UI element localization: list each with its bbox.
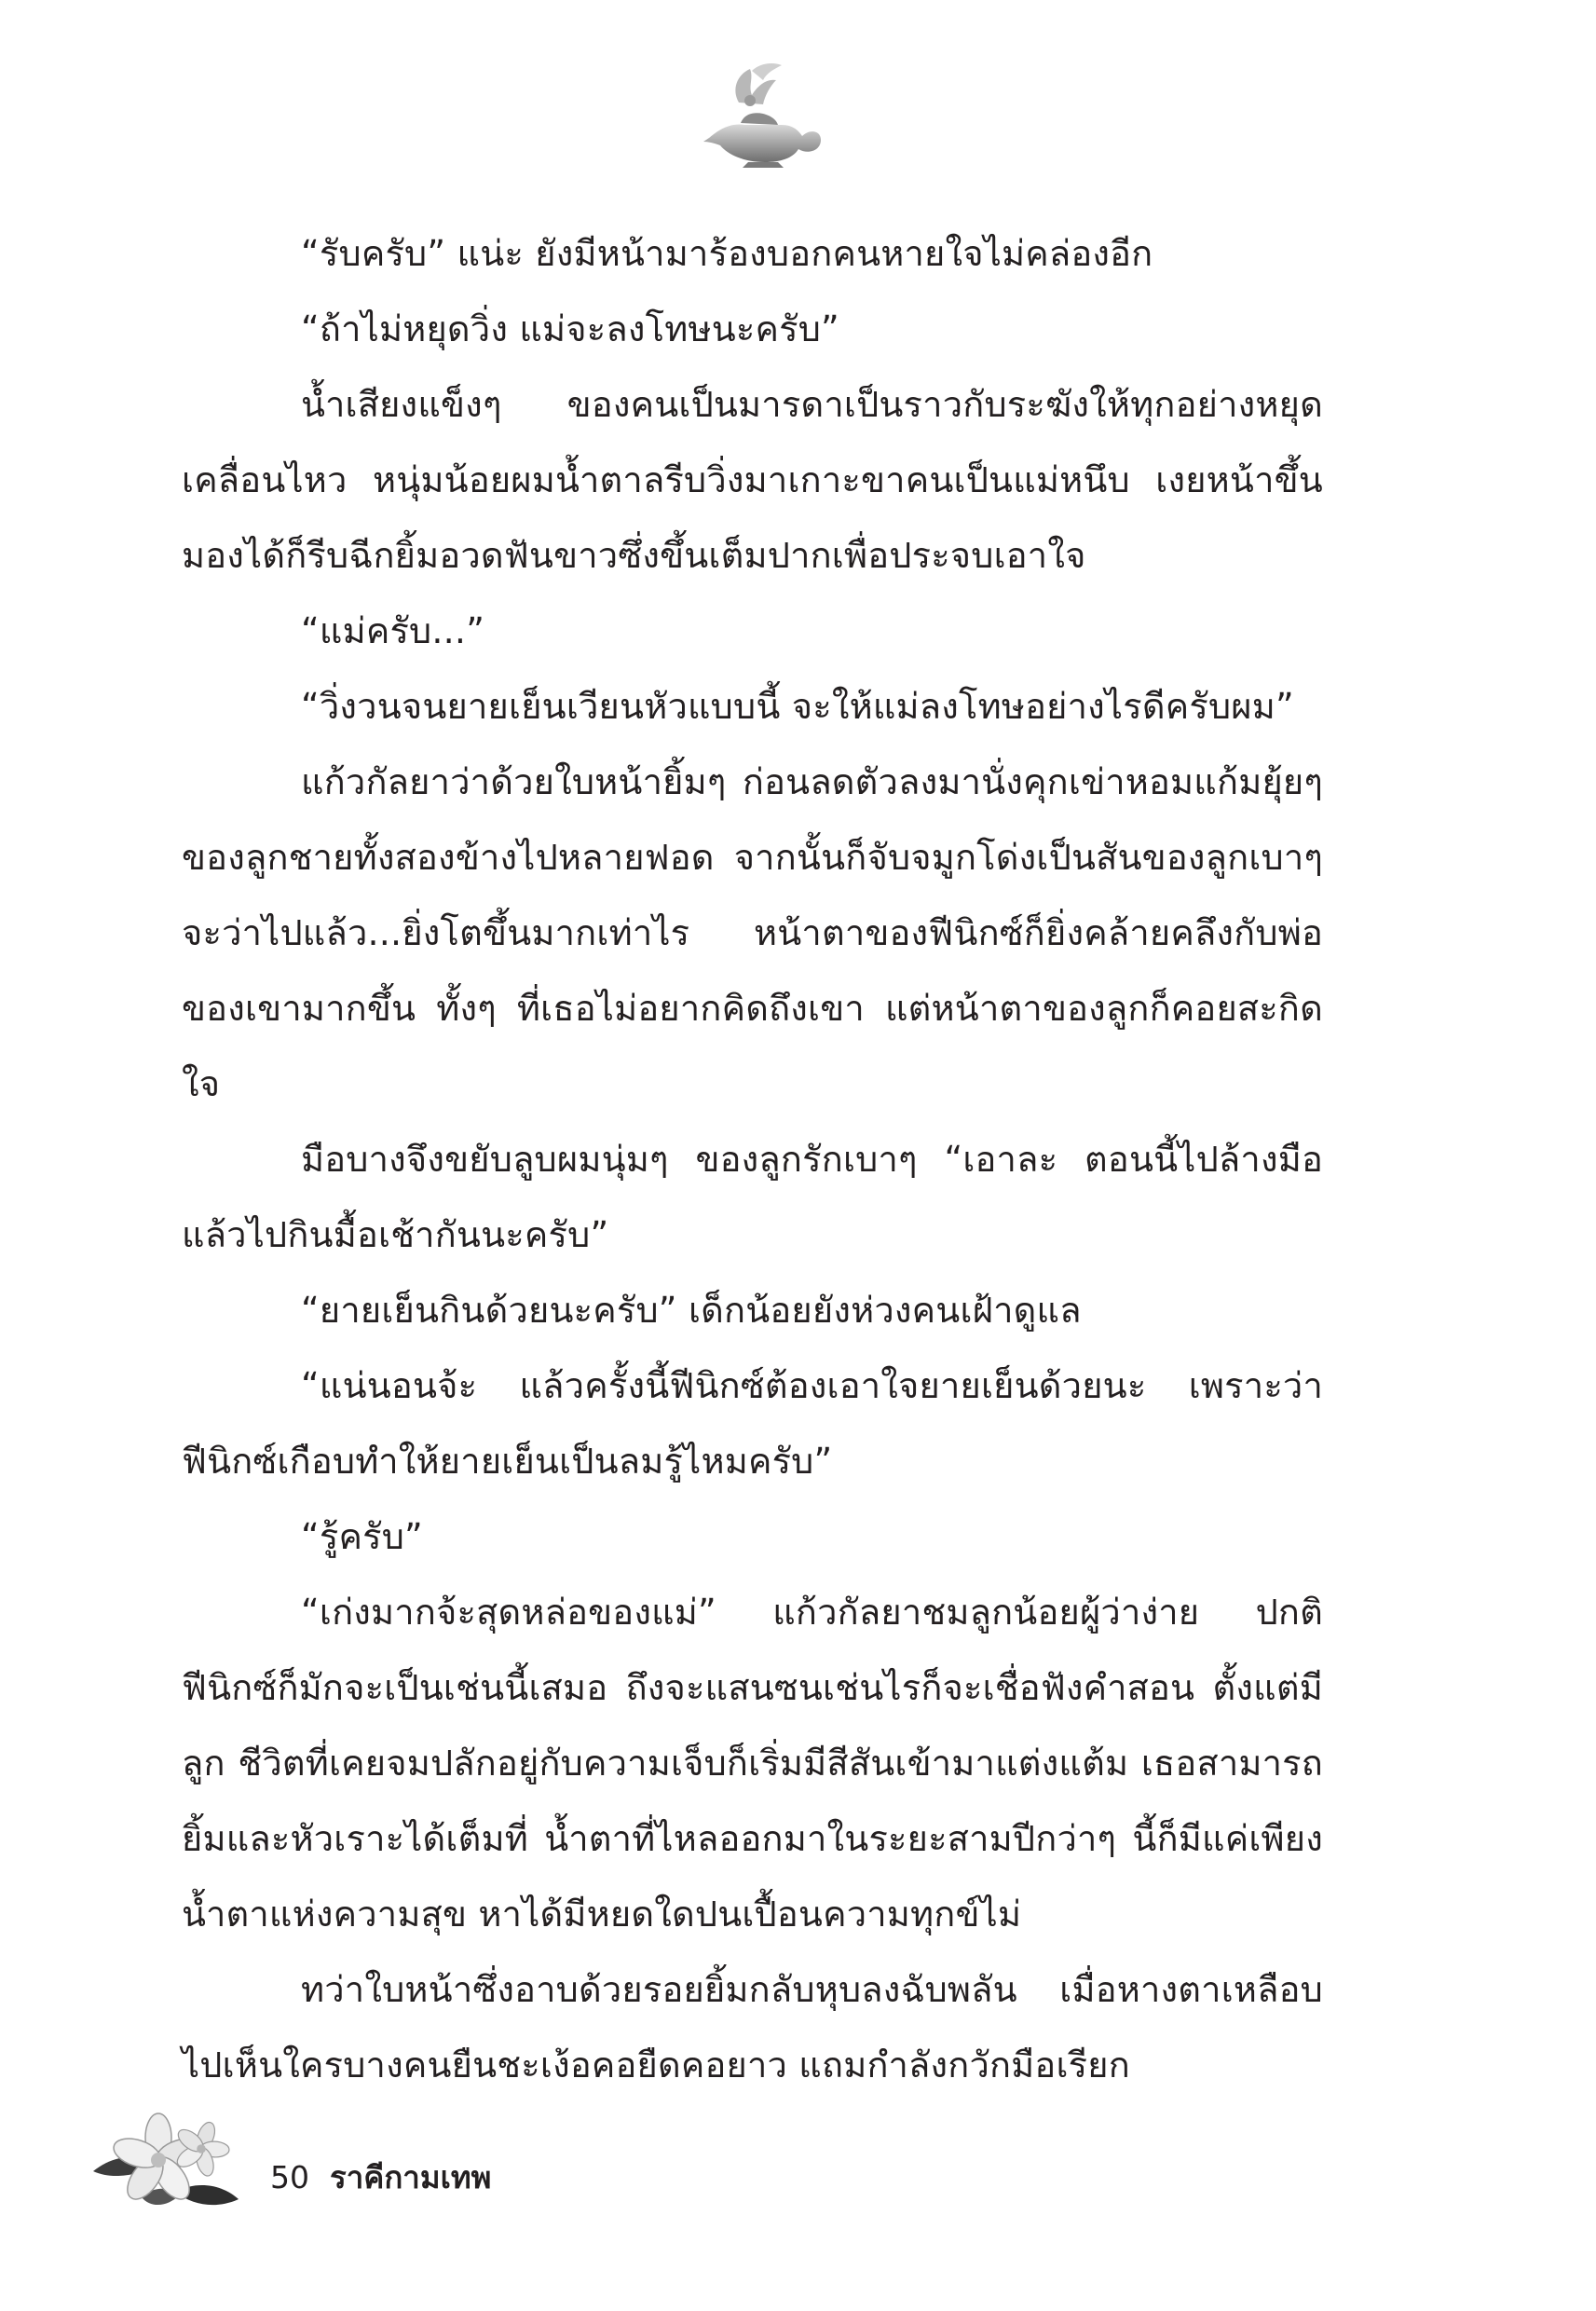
page-number: 50: [270, 2159, 309, 2195]
paragraph: “เก่งมากจ้ะสุดหล่อของแม่” แก้วกัลยาชมลูกน้อยผู้ว่าง่าย ปกติฟีนิกซ์ก็มักจะเป็นเช่นนี้เสมอ ถึงจะแสนซนเช่นไรก็จะเชื่อฟังคำสอน ตั้งแต่มีลูก ชีวิตที่เคยจมปลักอยู่กับความเจ็บก็เริ่มมีสีสันเข้ามาแต่งแต้ม เธอสามารถยิ้มและหัวเราะได้เต็มที่ น้ำตาที่ไหลออกมาในระยะสามปีกว่าๆ นี้ก็มีแค่เพียงน้ำตาแห่งความสุข หาได้มีหยดใดปนเปื้อนความทุกข์ไม่: [182, 1592, 1323, 1935]
paragraph: ทว่าใบหน้าซึ่งอาบด้วยรอยยิ้มกลับหุบลงฉับพลัน เมื่อหางตาเหลือบไปเห็นใครบางคนยืนชะเง้อคอยืดคอยาว แถมกำลังกวักมือเรียก: [182, 1969, 1323, 2085]
page-footer: [270, 2154, 491, 2201]
frangipani-flower-icon: [86, 2106, 244, 2218]
paragraph: “รับครับ” แน่ะ ยังมีหน้ามาร้องบอกคนหายใจไม่คล่องอีก: [301, 233, 1153, 274]
paragraph: แก้วกัลยาว่าด้วยใบหน้ายิ้มๆ ก่อนลดตัวลงมานั่งคุกเข่าหอมแก้มยุ้ยๆ ของลูกชายทั้งสองข้างไปหลายฟอด จากนั้นก็จับจมูกโด่งเป็นสันของลูกเบาๆ จะว่าไปแล้ว...ยิ่งโตขึ้นมากเท่าไร หน้าตาของฟีนิกซ์ก็ยิ่งคล้ายคลึงกับพ่อของเขามากขึ้น ทั้งๆ ที่เธอไม่อยากคิดถึงเขา แต่หน้าตาของลูกก็คอยสะกิดใจ: [182, 761, 1323, 1104]
paragraph: “รู้ครับ”: [301, 1516, 423, 1557]
paragraph: “ถ้าไม่หยุดวิ่ง แม่จะลงโทษนะครับ”: [301, 308, 839, 349]
paragraph: “แม่ครับ...”: [301, 610, 485, 651]
paragraph: มือบางจึงขยับลูบผมนุ่มๆ ของลูกรักเบาๆ “เอาละ ตอนนี้ไปล้างมือแล้วไปกินมื้อเช้ากันนะครับ”: [182, 1139, 1323, 1255]
body-text: [182, 216, 1323, 2103]
paragraph: น้ำเสียงแข็งๆ ของคนเป็นมารดาเป็นราวกับระฆังให้ทุกอย่างหยุดเคลื่อนไหว หนุ่มน้อยผมน้ำตาลรีบวิ่งมาเกาะขาคนเป็นแม่หนึบ เงยหน้าขึ้นมองได้ก็รีบฉีกยิ้มอวดฟันขาวซึ่งขึ้นเต็มปากเพื่อประจบเอาใจ: [182, 384, 1323, 576]
paragraph: “วิ่งวนจนยายเย็นเวียนหัวแบบนี้ จะให้แม่ลงโทษอย่างไรดีครับผม”: [301, 686, 1294, 727]
paragraph: “ยายเย็นกินด้วยนะครับ” เด็กน้อยยังห่วงคนเฝ้าดูแล: [301, 1290, 1082, 1331]
paragraph: “แน่นอนจ้ะ แล้วครั้งนี้ฟีนิกซ์ต้องเอาใจยายเย็นด้วยนะ เพราะว่าฟีนิกซ์เกือบทำให้ยายเย็นเป็นลมรู้ไหมครับ”: [182, 1365, 1323, 1482]
genie-lamp-icon: [685, 58, 825, 170]
book-title: ราคีกามเทพ: [330, 2159, 492, 2195]
